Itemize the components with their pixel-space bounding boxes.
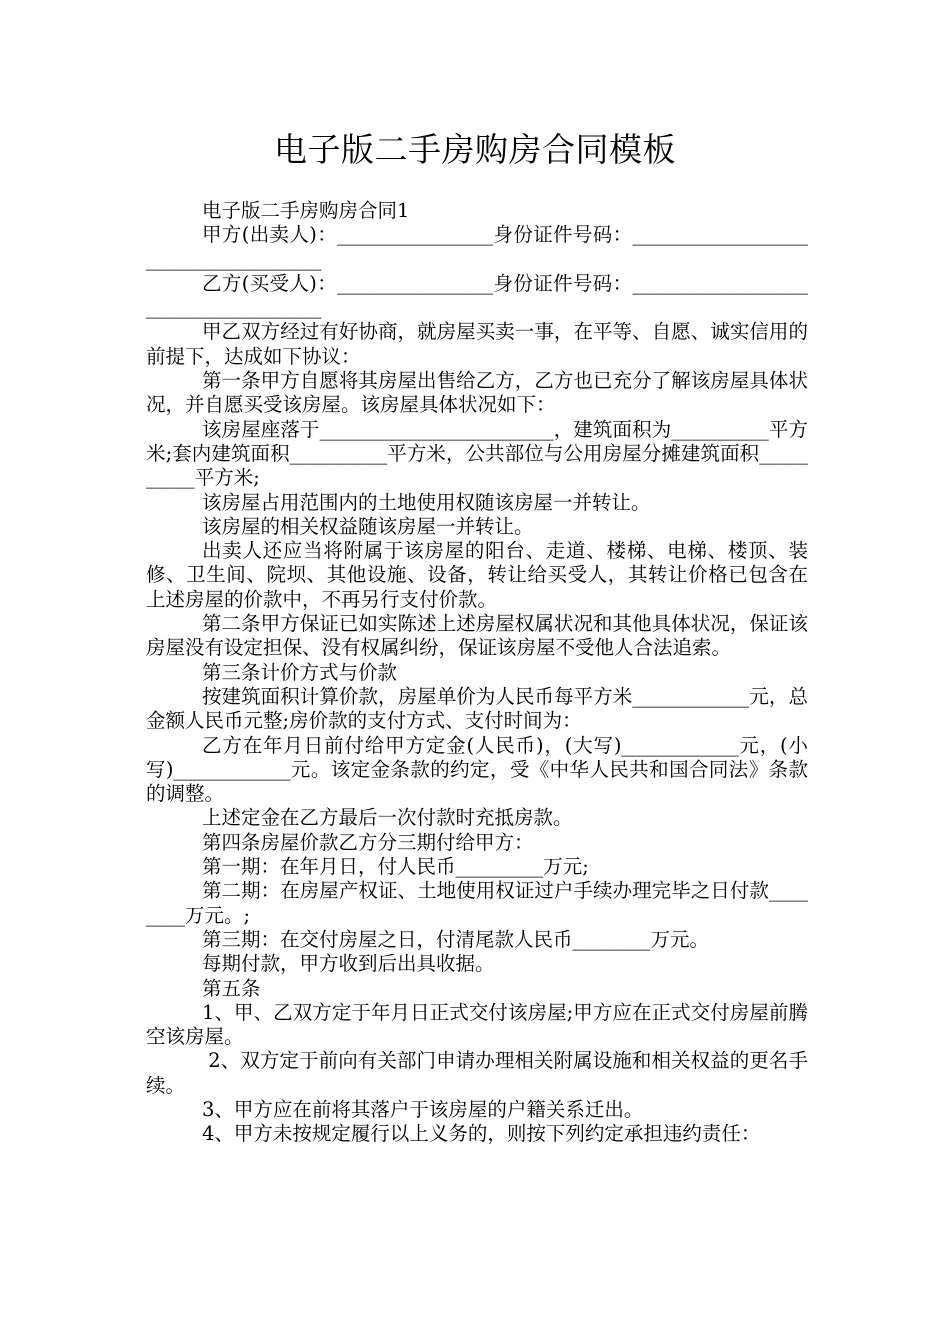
clause-5-2-paragraph: 2、双方定于前向有关部门申请办理相关附属设施和相关权益的更名手续。 — [146, 1049, 808, 1097]
installment-1-paragraph: 第一期：在年月日，付人民币_________万元; — [202, 855, 589, 879]
deposit-offset-paragraph: 上述定金在乙方最后一次付款时充抵房款。 — [202, 806, 573, 830]
contract-subtitle: 电子版二手房购房合同1 — [202, 199, 410, 222]
land-use-paragraph: 该房屋占用范围内的土地使用权随该房屋一并转让。 — [202, 490, 651, 514]
article-2-paragraph: 第二条甲方保证已如实陈述上述房屋权属状况和其他具体状况，保证该房屋没有设定担保、没有权属纠纷，保证该房屋不受他人合法追索。 — [146, 612, 808, 660]
contract-body — [146, 199, 808, 1147]
installment-2-paragraph: 第二期：在房屋产权证、土地使用权证过户手续办理完毕之日付款________万元。; — [146, 879, 808, 927]
clause-5-3-paragraph: 3、甲方应在前将其落户于该房屋的户籍关系迁出。 — [202, 1097, 644, 1121]
property-location-paragraph: 该房屋座落于________________________，建筑面积为__________平方米;套内建筑面积__________平方米，公共部位与公用房屋分摊建筑面积__________平方米; — [146, 417, 808, 490]
clause-5-4-paragraph: 4、甲方未按规定履行以上义务的，则按下列约定承担违约责任： — [202, 1122, 761, 1146]
pricing-paragraph: 按建筑面积计算价款，房屋单价为人民币每平方米____________元，总金额人民币元整;房价款的支付方式、支付时间为： — [146, 684, 808, 733]
clause-5-1-paragraph: 1、甲、乙双方定于年月日正式交付该房屋;甲方应在正式交付房屋前腾空该房屋。 — [146, 1000, 808, 1049]
party-a-line: 甲方(出卖人)：________________身份证件号码：____________________________________ — [146, 223, 808, 271]
article-3-heading: 第三条计价方式与价款 — [202, 660, 398, 684]
installment-3-paragraph: 第三期：在交付房屋之日，付清尾款人民币________万元。 — [202, 927, 710, 951]
deposit-paragraph: 乙方在年月日前付给甲方定金(人民币)，(大写)____________元，(小写)____________元。该定金条款的约定，受《中华人民共和国合同法》条款的调整。 — [146, 733, 808, 806]
party-b-line: 乙方(买受人)：________________身份证件号码：____________________________________ — [146, 271, 808, 320]
rights-paragraph: 该房屋的相关权益随该房屋一并转让。 — [202, 514, 534, 538]
receipt-paragraph: 每期付款，甲方收到后出具收据。 — [202, 952, 495, 976]
article-5-heading: 第五条 — [202, 976, 261, 1000]
article-4-heading: 第四条房屋价款乙方分三期付给甲方： — [202, 830, 534, 854]
attached-facilities-paragraph: 出卖人还应当将附属于该房屋的阳台、走道、楼梯、电梯、楼顶、装修、卫生间、院坝、其他设施、设备，转让给买受人，其转让价格已包含在上述房屋的价款中，不再另行支付价款。 — [146, 539, 808, 611]
preamble-paragraph: 甲乙双方经过有好协商，就房屋买卖一事，在平等、自愿、诚实信用的前提下，达成如下协议： — [146, 320, 808, 368]
document-title: 电子版二手房购房合同模板 — [274, 130, 676, 169]
article-1-paragraph: 第一条甲方自愿将其房屋出售给乙方，乙方也已充分了解该房屋具体状况，并自愿买受该房屋。该房屋具体状况如下： — [146, 369, 808, 417]
